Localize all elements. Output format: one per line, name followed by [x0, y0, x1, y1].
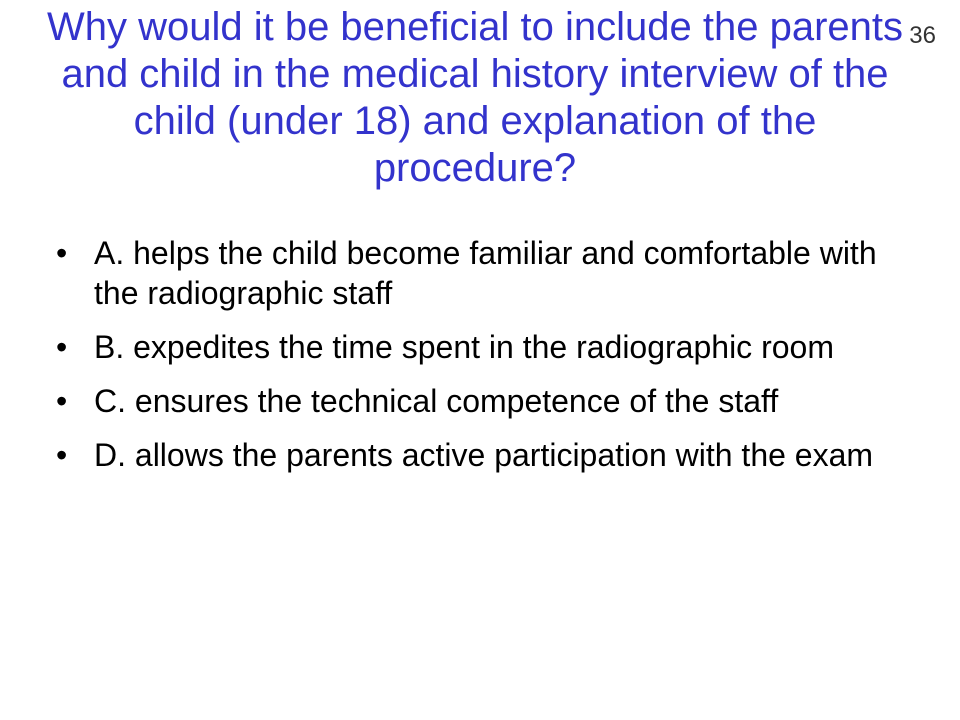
option-d — [56, 435, 916, 475]
slide-title: Why would it be beneficial to include the parents and child in the medical history interview of the child (under 18) and explanation of the procedure? — [46, 5, 904, 190]
option-c — [56, 381, 916, 421]
bullet-icon: • — [56, 235, 68, 271]
option-d-text: D. allows the parents active participation with the exam — [94, 437, 874, 473]
option-b-text: B. expedites the time spent in the radiographic room — [94, 329, 834, 365]
bullet-icon: • — [56, 437, 68, 473]
option-a — [56, 233, 916, 313]
slide-number: 36 — [909, 22, 936, 49]
bullet-icon: • — [56, 329, 68, 365]
answer-options-list — [56, 233, 916, 489]
option-b — [56, 327, 916, 367]
option-c-text: C. ensures the technical competence of the staff — [94, 383, 779, 419]
bullet-icon: • — [56, 383, 68, 419]
option-a-text: A. helps the child become familiar and comfortable with the radiographic staff — [94, 235, 877, 311]
